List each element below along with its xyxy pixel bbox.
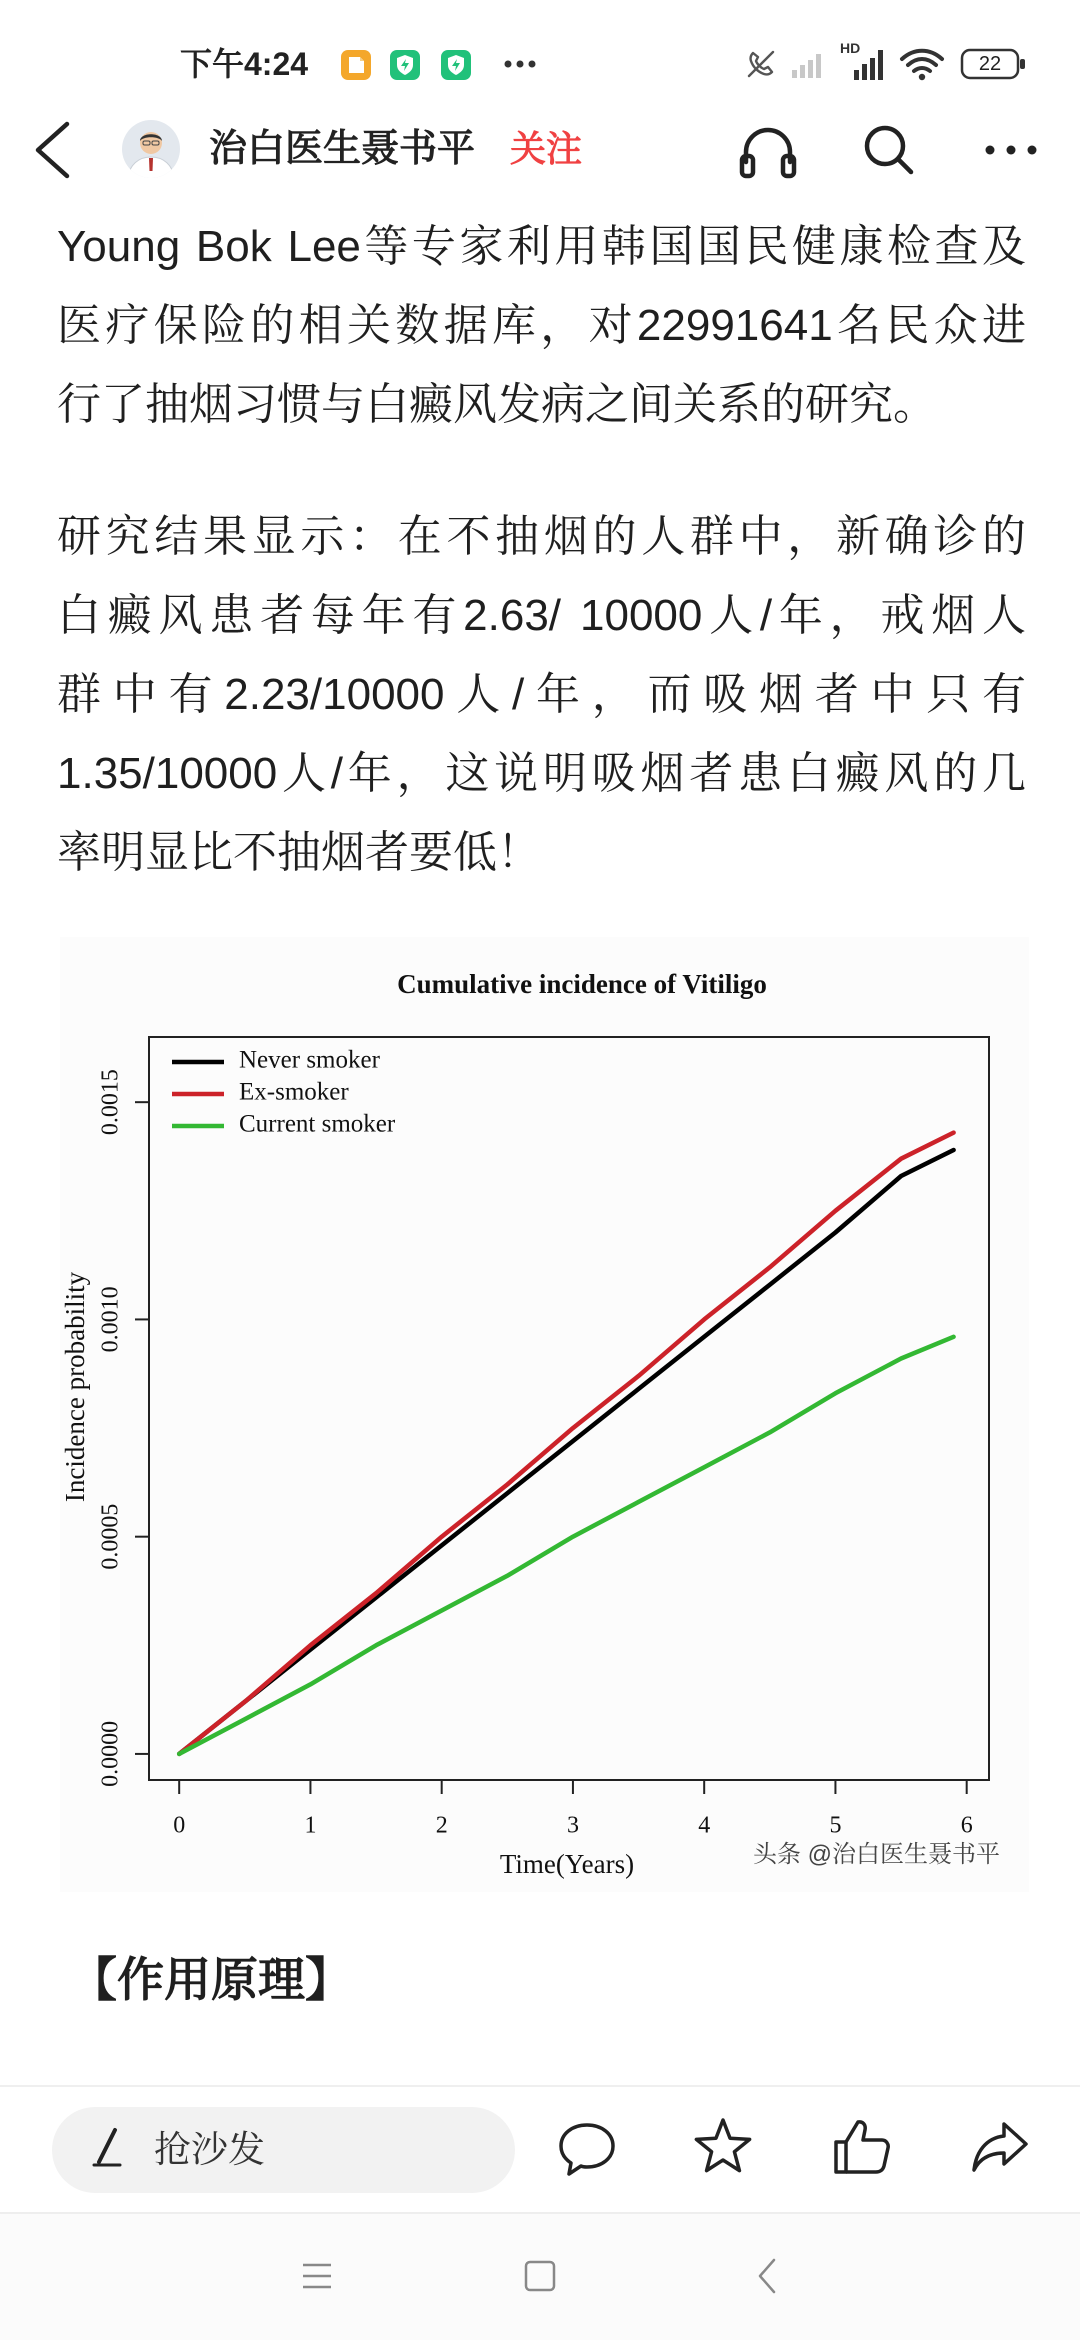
- y-axis-label: Incidence probability: [60, 1271, 91, 1503]
- thumbs-up-icon[interactable]: [830, 2116, 892, 2178]
- article-header: [0, 96, 1080, 204]
- battery-level: 22: [978, 53, 1002, 75]
- paragraph-line: Young Bok Lee等专家利用韩国国民健康检查及: [57, 222, 1026, 271]
- home-square-icon[interactable]: [522, 2258, 558, 2294]
- chart-svg: [60, 937, 1029, 1892]
- comment-icon[interactable]: [556, 2118, 618, 2180]
- green-security-app-icon: [389, 49, 421, 81]
- star-icon[interactable]: [692, 2116, 754, 2178]
- more-notifications-icon: [503, 58, 537, 70]
- x-tick-label: 1: [304, 1812, 317, 1839]
- share-icon[interactable]: [968, 2116, 1032, 2178]
- y-tick-label: 0.0005: [97, 1503, 124, 1570]
- green-security-app-icon: [440, 49, 472, 81]
- wifi-icon: [898, 46, 946, 82]
- status-bar: [0, 0, 1080, 96]
- follow-button[interactable]: 关注: [510, 128, 583, 169]
- paragraph-line: 1.35/10000人/年，这说明吸烟者患白癜风的几: [57, 749, 1026, 798]
- search-icon[interactable]: [858, 120, 918, 180]
- network-type-label: HD: [840, 40, 861, 56]
- y-tick-label: 0.0010: [97, 1286, 124, 1353]
- signal-icon: [790, 48, 828, 80]
- status-time: 下午4:24: [180, 46, 309, 82]
- chart-title: Cumulative incidence of Vitiligo: [397, 969, 767, 1000]
- comment-placeholder[interactable]: 抢沙发: [154, 2129, 265, 2170]
- chart-background: [60, 937, 1029, 1892]
- back-icon[interactable]: [30, 120, 74, 180]
- legend-label-current-smoker: Current smoker: [239, 1110, 396, 1138]
- pen-icon: [88, 2126, 124, 2170]
- watermark: 头条 @治白医生聂书平: [753, 1841, 1001, 1868]
- y-tick-label: 0.0015: [97, 1069, 124, 1136]
- orange-app-notification-icon: [340, 49, 372, 81]
- paragraph-line: 率明显比不抽烟者要低！: [57, 828, 541, 877]
- paragraph-line: 群中有2.23/10000人/年，而吸烟者中只有: [57, 670, 1026, 719]
- x-tick-label: 0: [173, 1812, 186, 1839]
- x-tick-label: 6: [960, 1812, 973, 1839]
- legend-label-never-smoker: Never smoker: [239, 1046, 380, 1074]
- headphones-icon[interactable]: [736, 120, 800, 180]
- chart-figure: [60, 937, 1029, 1892]
- paragraph-line: 研究结果显示：在不抽烟的人群中，新确诊的: [57, 512, 1026, 561]
- x-tick-label: 4: [698, 1812, 711, 1839]
- menu-icon[interactable]: [300, 2260, 334, 2292]
- x-tick-label: 2: [435, 1812, 448, 1839]
- x-axis-label: Time(Years): [499, 1849, 635, 1880]
- avatar[interactable]: [121, 119, 181, 179]
- more-icon[interactable]: [980, 140, 1040, 160]
- legend-label-ex-smoker: Ex-smoker: [239, 1078, 349, 1106]
- section-heading: 【作用原理】: [70, 1953, 352, 2006]
- call-muted-icon: [744, 47, 778, 81]
- y-tick-label: 0.0000: [97, 1720, 124, 1787]
- author-name[interactable]: 治白医生聂书平: [209, 128, 476, 170]
- x-tick-label: 3: [566, 1812, 579, 1839]
- x-tick-label: 5: [829, 1812, 842, 1839]
- paragraph-line: 行了抽烟习惯与白癜风发病之间关系的研究。: [57, 380, 937, 429]
- paragraph-line: 白癜风患者每年有2.63/ 10000人/年，戒烟人: [57, 591, 1026, 640]
- back-nav-icon[interactable]: [752, 2256, 782, 2296]
- paragraph-line: 医疗保险的相关数据库，对22991641名民众进: [57, 301, 1026, 350]
